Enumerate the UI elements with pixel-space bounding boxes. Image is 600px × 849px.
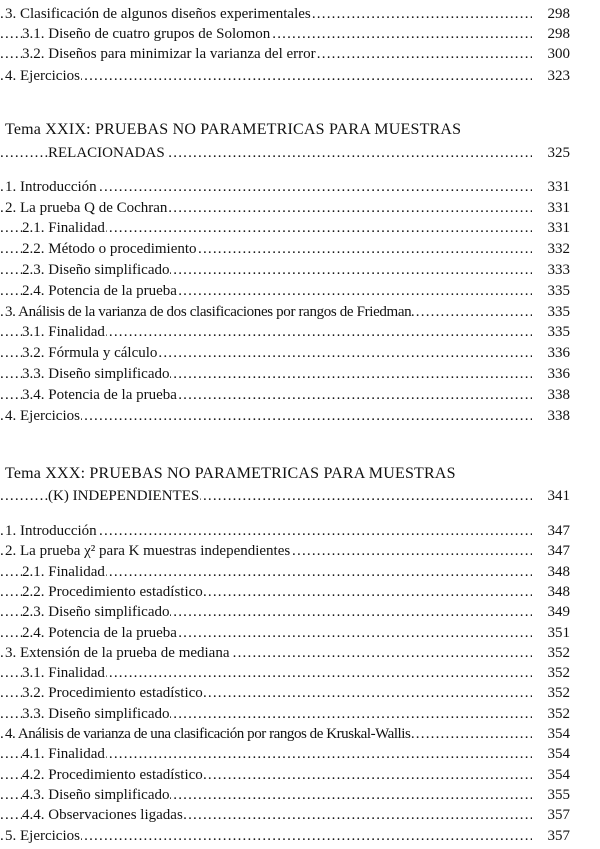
- toc-entry-page: 331: [547, 220, 570, 236]
- toc-entry-page: 336: [547, 366, 570, 382]
- toc-entry-page: 354: [547, 726, 570, 742]
- toc-entry: [0, 177, 600, 197]
- toc-entry: [0, 281, 600, 301]
- toc-entry-label: 4. Ejercicios: [5, 408, 80, 424]
- toc-entry: [0, 541, 600, 561]
- toc-entry-label: 4.2. Procedimiento estadístico: [22, 766, 203, 783]
- toc-entry: [0, 704, 600, 724]
- toc-entry-label: 3. Análisis de la varianza de dos clasificaciones por rangos de Friedman: [5, 304, 412, 320]
- toc-entry-label: 2.2. Procedimiento estadístico: [22, 583, 203, 600]
- section-title: Tema XXX: PRUEBAS NO PARAMETRICAS PARA MUESTRAS: [5, 465, 456, 482]
- toc-entry-label: 2.3. Diseño simplificado: [22, 262, 170, 278]
- toc-entry-page: 352: [547, 705, 570, 722]
- toc-entry-page: 354: [547, 766, 570, 783]
- toc-entry-label: 3.1. Finalidad: [22, 665, 105, 682]
- toc-entry-label: 4. Ejercicios: [5, 68, 80, 84]
- toc-entry-page: 347: [547, 543, 570, 560]
- toc-entry-label: 3. Clasificación de algunos diseños experimentales: [5, 6, 311, 22]
- toc-entry-page: 352: [547, 685, 570, 702]
- toc-entry: [0, 805, 600, 825]
- toc-entry-label: 2.1. Finalidad: [22, 220, 105, 236]
- toc-entry: [0, 385, 600, 405]
- toc-entry: [0, 260, 600, 280]
- toc-entry: [0, 218, 600, 238]
- toc-entry: [0, 683, 600, 703]
- toc-entry-page: 352: [547, 644, 570, 661]
- toc-entry: [0, 406, 600, 426]
- toc-entry: [0, 643, 600, 663]
- toc-entry-page: 348: [547, 583, 570, 600]
- toc-entry: [0, 322, 600, 342]
- toc-entry-label: 2.1. Finalidad: [22, 563, 105, 580]
- toc-entry-label: 2. La prueba Q de Cochran: [5, 200, 168, 216]
- toc-entry-page: 351: [547, 624, 570, 641]
- toc-entry-label: 3.4. Potencia de la prueba: [22, 387, 177, 403]
- section-title-continuation: (K) INDEPENDIENTES: [48, 488, 200, 504]
- toc-entry-page: 349: [547, 604, 570, 621]
- toc-entry-page: 331: [547, 179, 570, 195]
- section-title-line2: [0, 486, 600, 506]
- toc-entry-label: 1. Introducción: [5, 523, 97, 539]
- toc-entry: [0, 663, 600, 683]
- toc-entry: [0, 198, 600, 218]
- toc-entry: [0, 785, 600, 805]
- toc-entry: [0, 562, 600, 582]
- toc-entry-label: 3.2. Diseños para minimizar la varianza del error: [22, 46, 316, 62]
- toc-entry-label: 3.3. Diseño simplificado: [22, 705, 170, 722]
- toc-entry-page: 338: [547, 387, 570, 403]
- toc-entry-label: 2. La prueba χ² para K muestras independientes: [5, 543, 291, 560]
- toc-entry-page: 323: [547, 68, 570, 84]
- toc-entry-label: 3.1. Finalidad: [22, 324, 105, 340]
- toc-entry-page: 333: [547, 262, 570, 278]
- toc-entry-page: 332: [547, 241, 570, 257]
- toc-entry-page: 338: [547, 408, 570, 424]
- toc-entry: [0, 4, 600, 24]
- toc-entry-label: 2.2. Método o procedimiento: [22, 241, 197, 257]
- toc-entry-page: 357: [547, 827, 570, 844]
- toc-entry: [0, 302, 600, 322]
- toc-entry-label: 3.1. Diseño de cuatro grupos de Solomon: [22, 26, 271, 42]
- toc-entry: [0, 826, 600, 846]
- toc-entry: [0, 343, 600, 363]
- toc-entry-page: 355: [547, 786, 570, 803]
- toc-entry-page: 357: [547, 807, 570, 824]
- section-title: Tema XXIX: PRUEBAS NO PARAMETRICAS PARA MUESTRAS: [5, 121, 462, 138]
- toc-entry-label: 3.2. Procedimiento estadístico: [22, 685, 203, 702]
- toc-entry: [0, 744, 600, 764]
- section-title-line2: [0, 143, 600, 163]
- toc-entry-label: 4.3. Diseño simplificado: [22, 786, 170, 803]
- toc-entry-page: 348: [547, 563, 570, 580]
- toc-entry-label: 4.1. Finalidad: [22, 746, 105, 763]
- toc-entry-page: 331: [547, 200, 570, 216]
- toc-entry-label: 2.3. Diseño simplificado: [22, 604, 170, 621]
- toc-entry-label: 2.4. Potencia de la prueba: [22, 624, 177, 641]
- toc-entry-label: 5. Ejercicios: [5, 827, 80, 844]
- toc-entry-page: 354: [547, 746, 570, 763]
- toc-entry: [0, 521, 600, 541]
- toc-entry: [0, 602, 600, 622]
- toc-entry-page: 335: [547, 304, 570, 320]
- toc-entry: [0, 724, 600, 744]
- toc-entry-page: 335: [547, 283, 570, 299]
- toc-entry-label: 4.4. Observaciones ligadas: [22, 807, 183, 824]
- toc-entry: [0, 239, 600, 259]
- toc-entry-page: 298: [547, 26, 570, 42]
- toc-entry-label: 3.3. Diseño simplificado: [22, 366, 170, 382]
- toc-entry-label: 2.4. Potencia de la prueba: [22, 283, 177, 299]
- toc-entry-label: 1. Introducción: [5, 179, 97, 195]
- toc-entry: [0, 24, 600, 44]
- toc-entry-page: 347: [547, 523, 570, 539]
- toc-entry-page: 300: [547, 46, 570, 62]
- toc-entry-label: 4. Análisis de varianza de una clasificación por rangos de Kruskal-Wallis: [5, 726, 411, 742]
- toc-entry: [0, 44, 600, 64]
- toc-entry: [0, 582, 600, 602]
- toc-entry-label: 3. Extensión de la prueba de mediana: [5, 644, 230, 661]
- toc-entry: [0, 364, 600, 384]
- section-title-page: 325: [547, 145, 570, 161]
- toc-entry-page: 336: [547, 345, 570, 361]
- toc-entry-page: 335: [547, 324, 570, 340]
- toc-entry: [0, 765, 600, 785]
- toc-entry-page: 298: [547, 6, 570, 22]
- toc-entry: [0, 623, 600, 643]
- section-title-page: 341: [547, 488, 570, 504]
- section-title-continuation: RELACIONADAS: [48, 145, 165, 161]
- toc-entry-page: 352: [547, 665, 570, 682]
- toc-entry: [0, 66, 600, 86]
- toc-entry-label: 3.2. Fórmula y cálculo: [22, 345, 158, 361]
